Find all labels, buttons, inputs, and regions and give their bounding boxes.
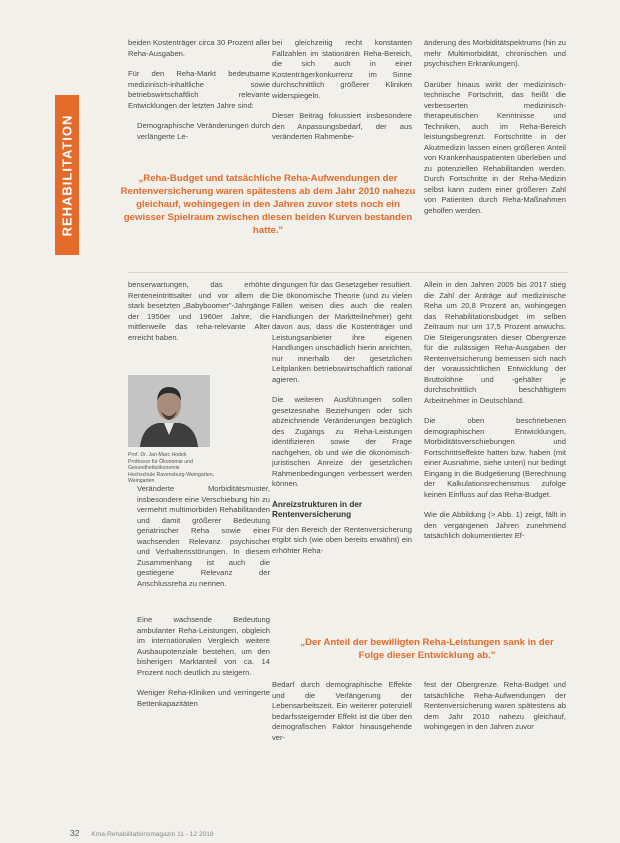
bullet-list — [128, 484, 270, 709]
caption-line: Weingarten — [128, 478, 155, 485]
caption-name: Prof. Dr. Jan-Marc Hodek — [128, 452, 187, 458]
paragraph: Die weiteren Ausführungen sollen gesetzesnahe Beziehungen oder sich abzeichnende Veränderungen bezüglich des Zugangs zu Reha-Leistungen identifizieren sowie der Frage nachgehen, ob und wie die ökonomisch-juristischen Anreize der gesetzlichen Rahmenbedingungen verbessert werden können. — [272, 395, 412, 488]
paragraph: dingungen für das Gesetzgeber resultiert. Die ökonomische Theorie (und zu vielen Fällen weisen dies auch die realen Handlungen der Marktteilnehmer) geht davon aus, dass die Kostenträger und Leistungsanbieter ihre eigenen Handlungen unschädlich hierin anrichten, nur innerhalb der gesetzlichen Leitplanken betriebswirtschaftlich rational agieren. — [272, 280, 412, 384]
bullet-item: • Weniger Reha-Kliniken und verringerte Bettenkapazitäten — [137, 688, 270, 709]
section-sidebar-label-wrap — [55, 95, 79, 255]
paragraph: bei gleichzeitig recht konstanten Fallzahlen im stationären Reha-Bereich, die sich auch in einer Kostenträgerkonkurrenz im Sinne durchschnittlich größerer Kliniken widerspiegeln. — [272, 38, 412, 100]
paragraph: beiden Kostenträger circa 30 Prozent aller Reha-Ausgaben. — [128, 38, 270, 58]
portrait-image — [128, 375, 210, 447]
paragraph: Darüber hinaus wirkt der medizinisch-technische Fortschritt, das heißt die verbesserten medizinisch-therapeutischen Kenntnisse und Techniken, auch im Reha-Bereich leistungsbegrenzt. Fortschritte in der Akutmedizin lassen einen größeren Anteil von Krankenhauspatienten überleben und zu potenziellen Rehabilitanden werden. Durch Fortschritte in der Reha-Medizin selbst kann zudem einer größeren Zahl von Patienten durch Reha-Maßnahmen geholfen werden. — [424, 79, 566, 215]
bottom-column-2 — [272, 680, 412, 770]
page-footer — [70, 828, 214, 838]
left-bullet-column — [128, 484, 270, 822]
divider — [128, 272, 568, 273]
section-label: REHABILITATION — [59, 114, 75, 236]
paragraph: Die oben beschriebenen demographischen Entwicklungen, Morbiditätsverschiebungen und Fortschrittseffekte hatten bzw. haben (mit einer Ausnahme, siehe unten) nur bedingt Eingang in die Budgetierung (Berechnung der Kalkulationsrechensmus zufolge keinen Einfluss auf das Reha-Budget. — [424, 416, 566, 499]
caption-line: Hochschule Ravensburg-Weingarten, — [128, 471, 215, 478]
top-column-1 — [128, 38, 270, 166]
paragraph: fest der Obergrenze. Reha-Budget und tatsächliche Reha-Aufwendungen der Rentenversicherung waren spätestens ab dem Jahr 2010 nahezu gleichauf, wohingegen in den Jahren zuvor — [424, 680, 566, 731]
middle-column-1 — [128, 280, 270, 366]
bottom-column-3 — [424, 680, 566, 770]
bullet-item: • Demographische Veränderungen durch verlängerte Le- — [137, 121, 270, 142]
paragraph: Für den Bereich der Rentenversicherung ergibt sich (wie oben bereits erwähnt) ein erhöhter Reha- — [272, 524, 412, 555]
pull-quote-1: „Reha-Budget und tatsächliche Reha-Aufwendungen der Rentenversicherung waren spätestens ab dem Jahr 2010 nahezu gleichauf, wohingegen in den Jahren zuvor stets noch ein gewisser Spielraum zwischen diesen beiden Kurven bestanden hatte." — [120, 173, 416, 236]
pull-quote-2: „Der Anteil der bewilligten Reha-Leistungen sank in der Folge dieser Entwicklung ab." — [300, 637, 554, 661]
middle-column-3 — [424, 280, 566, 612]
top-column-3 — [424, 38, 566, 266]
caption-line: Professor für Ökonomie und Gesundheitsökonomie — [128, 458, 193, 472]
paragraph: Allein in den Jahren 2005 bis 2017 stieg die Zahl der Anträge auf medizinische Reha um 20,8 Prozent an, wohingegen das Rehabilitationsbudget im selben Zeitraum nur um 17,5 Prozent anwuchs. Die Steigerungsraten dieser Obergrenze für die zulässigen Reha-Ausgaben der Rentenversicherung bemessen sich nach der voraussichtlichen Entwicklung der Bruttolöhne und -gehälter je durchschnittlich beschäftigtem Arbeitnehmer in Deutschland. — [424, 280, 566, 405]
author-photo — [128, 375, 210, 447]
bullet-item: • Veränderte Morbiditätsmuster, insbesondere eine Verschiebung hin zu vermehrt multimorbiden Rehabilitanden und damit größerer Bedeutung geriatrischer Reha sowie einer wachsenden Relevanz psychischer und Verhaltensstörungen. In diesem Zusammenhang ist auch die gestiegene Relevanz der Anschlussreha zu nennen. — [137, 484, 270, 589]
top-column-2 — [272, 38, 412, 166]
paragraph: Dieser Beitrag fokussiert insbesondere den Anpassungsbedarf, der aus veränderten Rahmenbe- — [272, 111, 412, 141]
paragraph: änderung des Morbiditätspektrums (hin zu mehr Multimorbidität, chronischen und psychischen Erkrankungen). — [424, 38, 566, 68]
paragraph: benserwartungen, das erhöhte Renteneintrittsalter und vor allem die stark besetzten „Babyboomer"-Jahrgänge der 1950er und 1960er Jahre, die mittlerweile das reha-relevante Alter erreicht haben. — [128, 280, 270, 342]
subheading: Anreizstrukturen in der Rentenversicherung — [272, 499, 363, 519]
photo-caption — [128, 452, 220, 485]
paragraph: Für den Reha-Markt bedeutsame medizinisch-inhaltliche sowie betriebswirtschaftlich relevante Entwicklungen der letzten Jahre sind: — [128, 69, 270, 110]
bullet-list — [128, 121, 270, 142]
journal-name: Kma-Rehabilitationsmagazin 11 - 12 2018 — [91, 831, 214, 838]
page-number: 32 — [70, 828, 80, 838]
paragraph: Bedarf durch demographische Effekte und die Verlängerung der Lebensarbeitszeit. Ein weiterer potenziell bedarfssteigernder Effekt ist die über den demografischen Faktor hinausgehende ver- — [272, 680, 412, 742]
bullet-item: • Eine wachsende Bedeutung ambulanter Reha-Leistungen, obgleich im internationalen Vergleich weitere Ausbaupotenziale bestehen, um den bisherigen Marktanteil von ca. 14 Prozent noch deutlich zu steigern. — [137, 615, 270, 678]
middle-column-2 — [272, 280, 412, 612]
paragraph: Wie die Abbildung (> Abb. 1) zeigt, fällt in den vergangenen Jahren zunehmend tatsächlich dokumentierter Ef- — [424, 510, 566, 540]
